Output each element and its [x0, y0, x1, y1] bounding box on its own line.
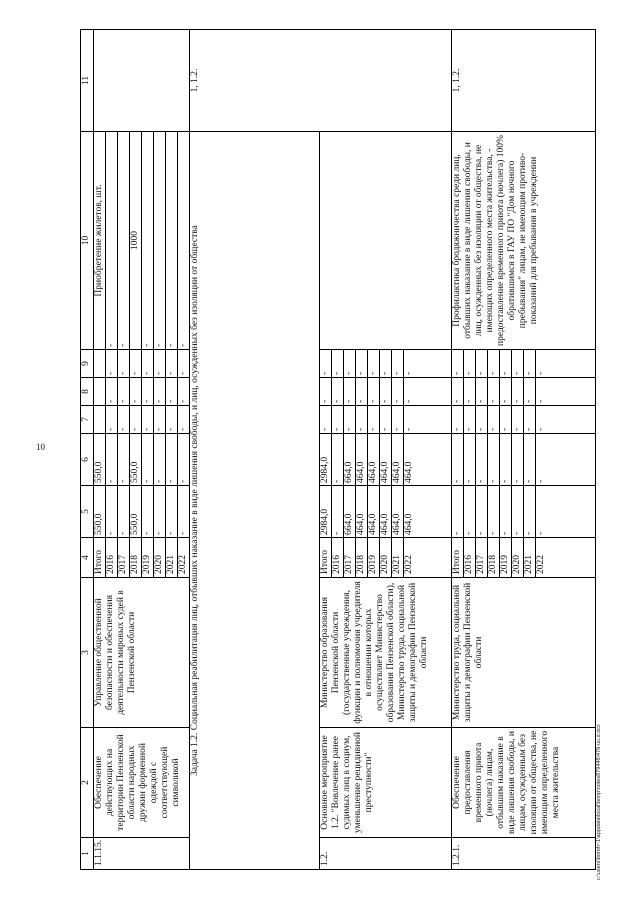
- value-cell: -: [512, 350, 524, 378]
- col-number: 10: [81, 132, 94, 350]
- value-cell: -: [332, 406, 344, 434]
- value-cell: -: [452, 350, 464, 378]
- value-cell: -: [106, 378, 118, 406]
- value-cell: -: [118, 406, 130, 434]
- value-cell: -: [178, 378, 190, 406]
- value-cell: -: [368, 378, 380, 406]
- value-cell: 464,0: [380, 434, 392, 486]
- value-cell: -: [332, 378, 344, 406]
- value-cell: -: [500, 350, 512, 378]
- value-cell: -: [476, 406, 488, 434]
- value-cell: -: [452, 378, 464, 406]
- value-cell: -: [130, 406, 142, 434]
- value-cell: 2984,0: [320, 486, 332, 538]
- year-cell: 2016: [332, 538, 344, 578]
- col-number: 8: [81, 378, 94, 406]
- value-cell: -: [320, 406, 332, 434]
- value-cell: -: [464, 486, 476, 538]
- value-cell: -: [332, 350, 344, 378]
- measure-name: Обеспечение действующих на территории Пензенской области народных дружин форменной одеждой с соответствующей символикой: [94, 728, 190, 838]
- value-cell: -: [512, 434, 524, 486]
- value-cell: -: [118, 434, 130, 486]
- page-number: 10: [36, 442, 45, 452]
- value-cell: -: [130, 350, 142, 378]
- value-cell: -: [356, 378, 368, 406]
- indicator-value: [320, 132, 452, 350]
- value-cell: 464,0: [380, 486, 392, 538]
- value-cell: -: [106, 486, 118, 538]
- executor: Министерство образования Пензенской области (государственные учреждения, функции и полномочия учредителя в отношении которых осуществляет Министерство образования Пензенской области), Министерство труда, социальной защиты и демографии Пензенской области: [320, 578, 452, 728]
- value-cell: -: [392, 378, 404, 406]
- value-cell: -: [142, 486, 154, 538]
- value-cell: -: [476, 434, 488, 486]
- links-cell: 1, 1.2.: [190, 30, 452, 132]
- year-cell: 2018: [488, 538, 500, 578]
- value-cell: -: [524, 486, 536, 538]
- column-number-row: [81, 30, 94, 870]
- value-cell: -: [142, 378, 154, 406]
- value-cell: 464,0: [356, 486, 368, 538]
- indicator-value: -: [166, 132, 178, 350]
- col-number: 9: [81, 350, 94, 378]
- col-number: 2: [81, 728, 94, 838]
- value-cell: -: [106, 350, 118, 378]
- row-number: 1.2.: [320, 838, 452, 870]
- value-cell: -: [344, 406, 356, 434]
- value-cell: -: [178, 406, 190, 434]
- value-cell: -: [166, 486, 178, 538]
- year-cell: 2017: [344, 538, 356, 578]
- value-cell: 550,0: [130, 434, 142, 486]
- value-cell: -: [106, 406, 118, 434]
- value-cell: -: [488, 486, 500, 538]
- value-cell: -: [488, 434, 500, 486]
- value-cell: -: [452, 486, 464, 538]
- col-number: 1: [81, 838, 94, 870]
- value-cell: -: [320, 378, 332, 406]
- value-cell: -: [344, 350, 356, 378]
- year-cell: Итого: [94, 538, 106, 578]
- rotated-table-wrapper: [80, 30, 596, 870]
- row-number: 1.1.15.: [94, 838, 190, 870]
- value-cell: -: [512, 486, 524, 538]
- col-number: 3: [81, 578, 94, 728]
- indicator-value: 1000: [130, 132, 142, 350]
- year-cell: 2022: [404, 538, 452, 578]
- value-cell: -: [178, 434, 190, 486]
- value-cell: -: [464, 350, 476, 378]
- col-number: 6: [81, 434, 94, 486]
- value-cell: -: [356, 350, 368, 378]
- col-number: 5: [81, 486, 94, 538]
- value-cell: -: [332, 486, 344, 538]
- value-cell: 664,0: [344, 434, 356, 486]
- value-cell: 664,0: [344, 486, 356, 538]
- value-cell: -: [320, 350, 332, 378]
- executor: Управление общественной безопасности и обеспечения деятельности мировых судей в Пензенской области: [94, 578, 190, 728]
- indicator-label: Приобретение жилетов, шт.: [94, 132, 106, 350]
- year-cell: Итого: [452, 538, 464, 578]
- year-cell: 2020: [154, 538, 166, 578]
- value-cell: -: [380, 378, 392, 406]
- year-cell: Итого: [320, 538, 332, 578]
- value-cell: -: [476, 378, 488, 406]
- value-cell: -: [500, 406, 512, 434]
- year-cell: 2019: [142, 538, 154, 578]
- value-cell: -: [380, 406, 392, 434]
- links-cell: [94, 30, 190, 132]
- value-cell: -: [524, 378, 536, 406]
- value-cell: -: [392, 350, 404, 378]
- year-cell: 2021: [166, 538, 178, 578]
- value-cell: -: [524, 434, 536, 486]
- value-cell: -: [344, 378, 356, 406]
- value-cell: -: [536, 406, 596, 434]
- value-cell: -: [476, 486, 488, 538]
- year-cell: 2021: [392, 538, 404, 578]
- value-cell: -: [154, 378, 166, 406]
- value-cell: -: [512, 406, 524, 434]
- value-cell: 464,0: [356, 434, 368, 486]
- year-cell: 2018: [130, 538, 142, 578]
- indicator-value: -: [154, 132, 166, 350]
- value-cell: -: [130, 378, 142, 406]
- measure-name: Обеспечение предоставления временного приюта (ночлега) лицам, отбывшим наказание в виде лишения свободы, и лицам, осужденным без изоляции от общества, не имеющим определенного места жительства: [452, 728, 596, 838]
- value-cell: -: [118, 350, 130, 378]
- col-number: 7: [81, 406, 94, 434]
- value-cell: -: [154, 486, 166, 538]
- value-cell: 464,0: [368, 486, 380, 538]
- year-cell: 2019: [368, 538, 380, 578]
- value-cell: -: [536, 486, 596, 538]
- table-row: [320, 30, 332, 870]
- footer-file-path: c:\users\boroh~1\appdata\local\temp\notes879448\478-uu.d.ocx: [596, 724, 602, 880]
- year-cell: 2019: [500, 538, 512, 578]
- value-cell: -: [488, 378, 500, 406]
- indicator-value: -: [106, 132, 118, 350]
- value-cell: -: [524, 350, 536, 378]
- value-cell: -: [142, 406, 154, 434]
- value-cell: -: [154, 434, 166, 486]
- year-cell: 2016: [106, 538, 118, 578]
- value-cell: -: [500, 486, 512, 538]
- value-cell: -: [464, 434, 476, 486]
- value-cell: 464,0: [404, 486, 452, 538]
- value-cell: 550,0: [94, 434, 106, 486]
- value-cell: -: [368, 350, 380, 378]
- value-cell: 550,0: [94, 486, 106, 538]
- value-cell: -: [166, 406, 178, 434]
- value-cell: -: [166, 434, 178, 486]
- year-cell: 2018: [356, 538, 368, 578]
- value-cell: -: [404, 350, 452, 378]
- value-cell: -: [332, 434, 344, 486]
- year-cell: 2022: [178, 538, 190, 578]
- value-cell: -: [404, 406, 452, 434]
- value-cell: 464,0: [368, 434, 380, 486]
- col-number: 11: [81, 30, 94, 132]
- year-cell: 2017: [118, 538, 130, 578]
- year-cell: 2020: [380, 538, 392, 578]
- value-cell: -: [166, 350, 178, 378]
- value-cell: -: [380, 350, 392, 378]
- value-cell: -: [500, 434, 512, 486]
- col-number: 4: [81, 538, 94, 578]
- value-cell: [94, 406, 106, 434]
- value-cell: -: [154, 350, 166, 378]
- value-cell: -: [142, 434, 154, 486]
- value-cell: -: [142, 350, 154, 378]
- value-cell: -: [488, 350, 500, 378]
- table-row: [94, 30, 106, 870]
- table-row: [452, 30, 464, 870]
- task-row: [190, 30, 320, 870]
- value-cell: 2984,0: [320, 434, 332, 486]
- task-title: Задача 1.2. Социальная реабилитация лиц, отбывших наказание в виде лишения свободы, и лиц, осужденных без изоляции от общества: [190, 132, 320, 870]
- value-cell: -: [368, 406, 380, 434]
- year-cell: 2020: [512, 538, 524, 578]
- value-cell: -: [154, 406, 166, 434]
- value-cell: -: [118, 486, 130, 538]
- value-cell: -: [488, 406, 500, 434]
- measure-name: Основное мероприятие 1.2. "Вовлечение ранее судимых лиц в социум, уменьшение рецидивной преступности": [320, 728, 452, 838]
- year-cell: 2017: [476, 538, 488, 578]
- indicator-value: -: [142, 132, 154, 350]
- indicator-value: -: [178, 132, 190, 350]
- value-cell: -: [464, 406, 476, 434]
- year-cell: 2022: [536, 538, 596, 578]
- value-cell: [94, 350, 106, 378]
- row-number: 1.2.1.: [452, 838, 596, 870]
- value-cell: -: [118, 378, 130, 406]
- value-cell: -: [452, 434, 464, 486]
- value-cell: -: [356, 406, 368, 434]
- value-cell: -: [536, 350, 596, 378]
- value-cell: -: [500, 378, 512, 406]
- value-cell: -: [106, 434, 118, 486]
- value-cell: -: [512, 378, 524, 406]
- value-cell: -: [524, 406, 536, 434]
- value-cell: 464,0: [392, 486, 404, 538]
- year-cell: 2016: [464, 538, 476, 578]
- value-cell: 550,0: [130, 486, 142, 538]
- executor: Министерство труда, социальной защиты и демографии Пензенской области: [452, 578, 596, 728]
- value-cell: -: [392, 406, 404, 434]
- value-cell: -: [464, 378, 476, 406]
- value-cell: -: [536, 378, 596, 406]
- value-cell: -: [178, 350, 190, 378]
- value-cell: -: [166, 378, 178, 406]
- value-cell: [94, 378, 106, 406]
- indicator-label: Профилактика бродяжничества среди лиц, отбывших наказание в виде лишения свободы, и лиц, осужденных без изоляции от общества, не имеющих определенного места жительства, - предоставление временного приюта (ночлега) 100% обратившимся в ГАУ ПО "Дом ночного пребывания" лицам, не имеющим противо-показаний для пребывания в учреждении: [452, 132, 596, 350]
- links-cell: 1, 1.2.: [452, 30, 596, 132]
- value-cell: -: [536, 434, 596, 486]
- value-cell: 464,0: [404, 434, 452, 486]
- value-cell: -: [178, 486, 190, 538]
- indicator-value: -: [118, 132, 130, 350]
- program-table: [80, 29, 596, 870]
- value-cell: -: [452, 406, 464, 434]
- year-cell: 2021: [524, 538, 536, 578]
- value-cell: 464,0: [392, 434, 404, 486]
- value-cell: -: [404, 378, 452, 406]
- value-cell: -: [476, 350, 488, 378]
